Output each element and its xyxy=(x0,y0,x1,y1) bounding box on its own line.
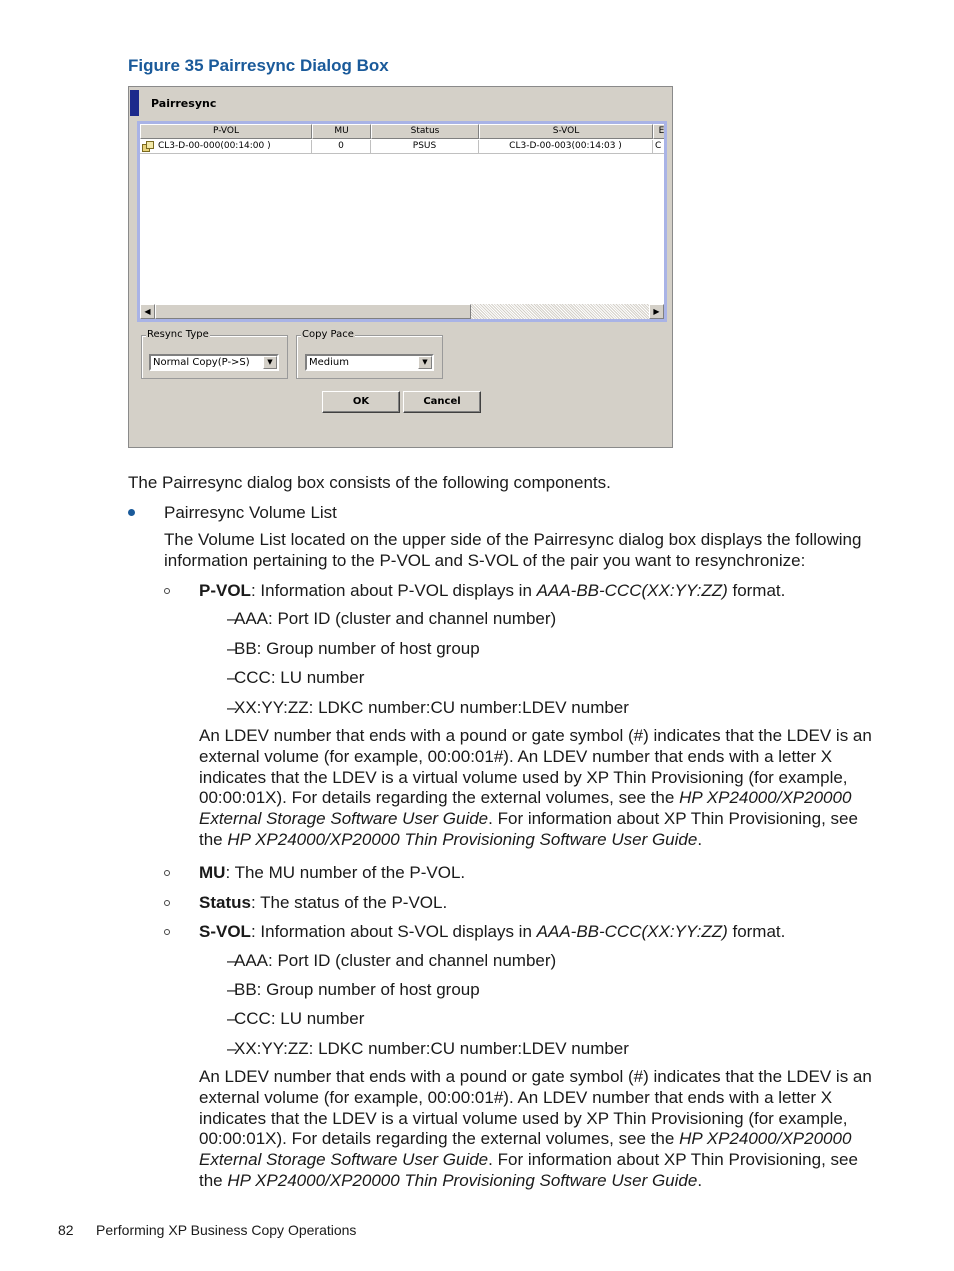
pvol-note-line xyxy=(199,829,702,850)
pvol-detail-bb: BB: Group number of host group xyxy=(234,639,480,658)
dash-marker: – xyxy=(227,668,237,687)
column-header-pvol[interactable]: P-VOL xyxy=(140,124,312,139)
cell-mu: 0 xyxy=(312,140,371,154)
dash-marker: – xyxy=(227,951,237,970)
chevron-down-icon[interactable]: ▼ xyxy=(263,356,277,369)
cell-status: PSUS xyxy=(371,140,479,154)
note-text: the xyxy=(199,830,228,849)
pvol-note-line xyxy=(199,808,858,829)
note-text: . xyxy=(697,1171,703,1190)
table-header xyxy=(140,124,667,139)
svol-detail-bb: BB: Group number of host group xyxy=(234,980,480,999)
cancel-button[interactable]: Cancel xyxy=(403,391,481,413)
bullet-volume-list: Pairresync Volume List xyxy=(164,503,337,522)
pvol-detail-ccc: CCC: LU number xyxy=(234,668,365,687)
column-header-e[interactable]: E xyxy=(653,124,667,139)
pvol-value: CL3-D-00-000(00:14:00 ) xyxy=(158,141,271,151)
sub-bullet-icon xyxy=(164,900,170,906)
svol-note-line: An LDEV number that ends with a pound or gate symbol (#) indicates that the LDEV is an xyxy=(199,1067,872,1086)
chevron-down-icon[interactable]: ▼ xyxy=(418,356,432,369)
pvol-text-after: format. xyxy=(727,581,786,600)
note-guide-title: HP XP24000/XP20000 Thin Provisioning Software User Guide xyxy=(227,830,698,849)
dialog-title: Pairresync xyxy=(151,97,217,110)
dash-marker: – xyxy=(227,639,237,658)
svol-note-line: indicates that the LDEV is a virtual volume used by XP Thin Provisioning (for example, xyxy=(199,1109,848,1128)
resync-type-group xyxy=(141,329,288,379)
dialog-accent-bar xyxy=(130,90,139,116)
column-header-mu[interactable]: MU xyxy=(312,124,371,139)
pvol-note-line: indicates that the LDEV is a virtual volume used by XP Thin Provisioning (for example, xyxy=(199,768,848,787)
status-item xyxy=(199,892,447,913)
horizontal-scrollbar[interactable] xyxy=(140,304,664,319)
svol-detail-xx: XX:YY:ZZ: LDKC number:CU number:LDEV number xyxy=(234,1039,629,1058)
volume-pair-icon xyxy=(142,141,154,152)
dash-marker: – xyxy=(227,1009,237,1028)
svol-format: AAA-BB-CCC(XX:YY:ZZ) xyxy=(536,922,728,941)
svol-note-line xyxy=(199,1170,702,1191)
svol-note-line xyxy=(199,1149,858,1170)
footer-section: Performing XP Business Copy Operations xyxy=(96,1222,357,1238)
mu-text: : The MU number of the P-VOL. xyxy=(225,863,466,882)
sub-bullet-icon xyxy=(164,588,170,594)
note-text: 00:00:01X). For details regarding the external volumes, see the xyxy=(199,788,680,807)
svol-text-after: format. xyxy=(727,922,786,941)
copy-pace-group xyxy=(296,329,443,379)
svol-note-line xyxy=(199,1128,851,1149)
copy-pace-label: Copy Pace xyxy=(302,329,354,340)
scrollbar-thumb[interactable] xyxy=(155,304,471,319)
dash-marker: – xyxy=(227,609,237,628)
svol-term: S-VOL xyxy=(199,922,251,941)
pvol-text-before: : Information about P-VOL displays in xyxy=(250,581,537,600)
note-text: 00:00:01X). For details regarding the external volumes, see the xyxy=(199,1129,680,1148)
pairresync-dialog xyxy=(128,86,673,448)
resync-type-label: Resync Type xyxy=(147,329,209,340)
intro-text: The Pairresync dialog box consists of the following components. xyxy=(128,473,611,492)
dash-marker: – xyxy=(227,980,237,999)
resync-type-select[interactable] xyxy=(149,354,279,371)
svol-text-before: : Information about S-VOL displays in xyxy=(250,922,537,941)
dash-marker: – xyxy=(227,698,237,717)
figure-caption: Figure 35 Pairresync Dialog Box xyxy=(128,56,389,75)
cell-pvol xyxy=(140,140,312,154)
note-guide-title: HP XP24000/XP20000 xyxy=(679,788,852,807)
note-guide-title: HP XP24000/XP20000 Thin Provisioning Software User Guide xyxy=(227,1171,698,1190)
svol-detail-ccc: CCC: LU number xyxy=(234,1009,365,1028)
page-number: 82 xyxy=(58,1222,74,1238)
pvol-note-line xyxy=(199,787,851,808)
note-text: . For information about XP Thin Provisioning, see xyxy=(488,1150,858,1169)
scroll-left-icon[interactable]: ◀ xyxy=(140,304,155,319)
pvol-note-line: An LDEV number that ends with a pound or gate symbol (#) indicates that the LDEV is an xyxy=(199,726,872,745)
note-text: . xyxy=(697,830,703,849)
copy-pace-select[interactable] xyxy=(305,354,434,371)
note-guide-title: External Storage Software User Guide xyxy=(199,809,489,828)
pvol-note-line: external volume (for example, 00:00:01#). An LDEV number that ends with a letter X xyxy=(199,747,833,766)
ok-button[interactable]: OK xyxy=(322,391,400,413)
mu-item xyxy=(199,862,465,883)
scroll-right-icon[interactable]: ▶ xyxy=(649,304,664,319)
volume-list-desc-2: information pertaining to the P-VOL and S-VOL of the pair you want to resynchronize: xyxy=(164,551,806,570)
volume-list-table[interactable] xyxy=(137,121,667,322)
note-guide-title: HP XP24000/XP20000 xyxy=(679,1129,852,1148)
bullet-icon xyxy=(128,509,135,516)
mu-term: MU xyxy=(199,863,226,882)
column-header-svol[interactable]: S-VOL xyxy=(479,124,653,139)
pvol-detail-xx: XX:YY:ZZ: LDKC number:CU number:LDEV number xyxy=(234,698,629,717)
sub-bullet-icon xyxy=(164,929,170,935)
pvol-format: AAA-BB-CCC(XX:YY:ZZ) xyxy=(536,581,728,600)
resync-type-value: Normal Copy(P->S) xyxy=(153,357,250,368)
cell-e: C xyxy=(653,140,667,154)
pvol-item xyxy=(199,580,785,601)
pvol-detail-aaa: AAA: Port ID (cluster and channel number) xyxy=(234,609,557,628)
svol-item xyxy=(199,921,785,942)
note-guide-title: External Storage Software User Guide xyxy=(199,1150,489,1169)
table-row[interactable] xyxy=(140,140,667,154)
note-text: the xyxy=(199,1171,228,1190)
dash-marker: – xyxy=(227,1039,237,1058)
sub-bullet-icon xyxy=(164,870,170,876)
svol-note-line: external volume (for example, 00:00:01#). An LDEV number that ends with a letter X xyxy=(199,1088,833,1107)
status-term: Status xyxy=(199,893,251,912)
column-header-status[interactable]: Status xyxy=(371,124,479,139)
volume-list-desc-1: The Volume List located on the upper side of the Pairresync dialog box displays the following xyxy=(164,530,862,549)
cell-svol: CL3-D-00-003(00:14:03 ) xyxy=(479,140,653,154)
note-text: . For information about XP Thin Provisioning, see xyxy=(488,809,858,828)
copy-pace-value: Medium xyxy=(309,357,349,368)
svol-detail-aaa: AAA: Port ID (cluster and channel number) xyxy=(234,951,557,970)
status-text: : The status of the P-VOL. xyxy=(250,893,448,912)
pvol-term: P-VOL xyxy=(199,581,251,600)
